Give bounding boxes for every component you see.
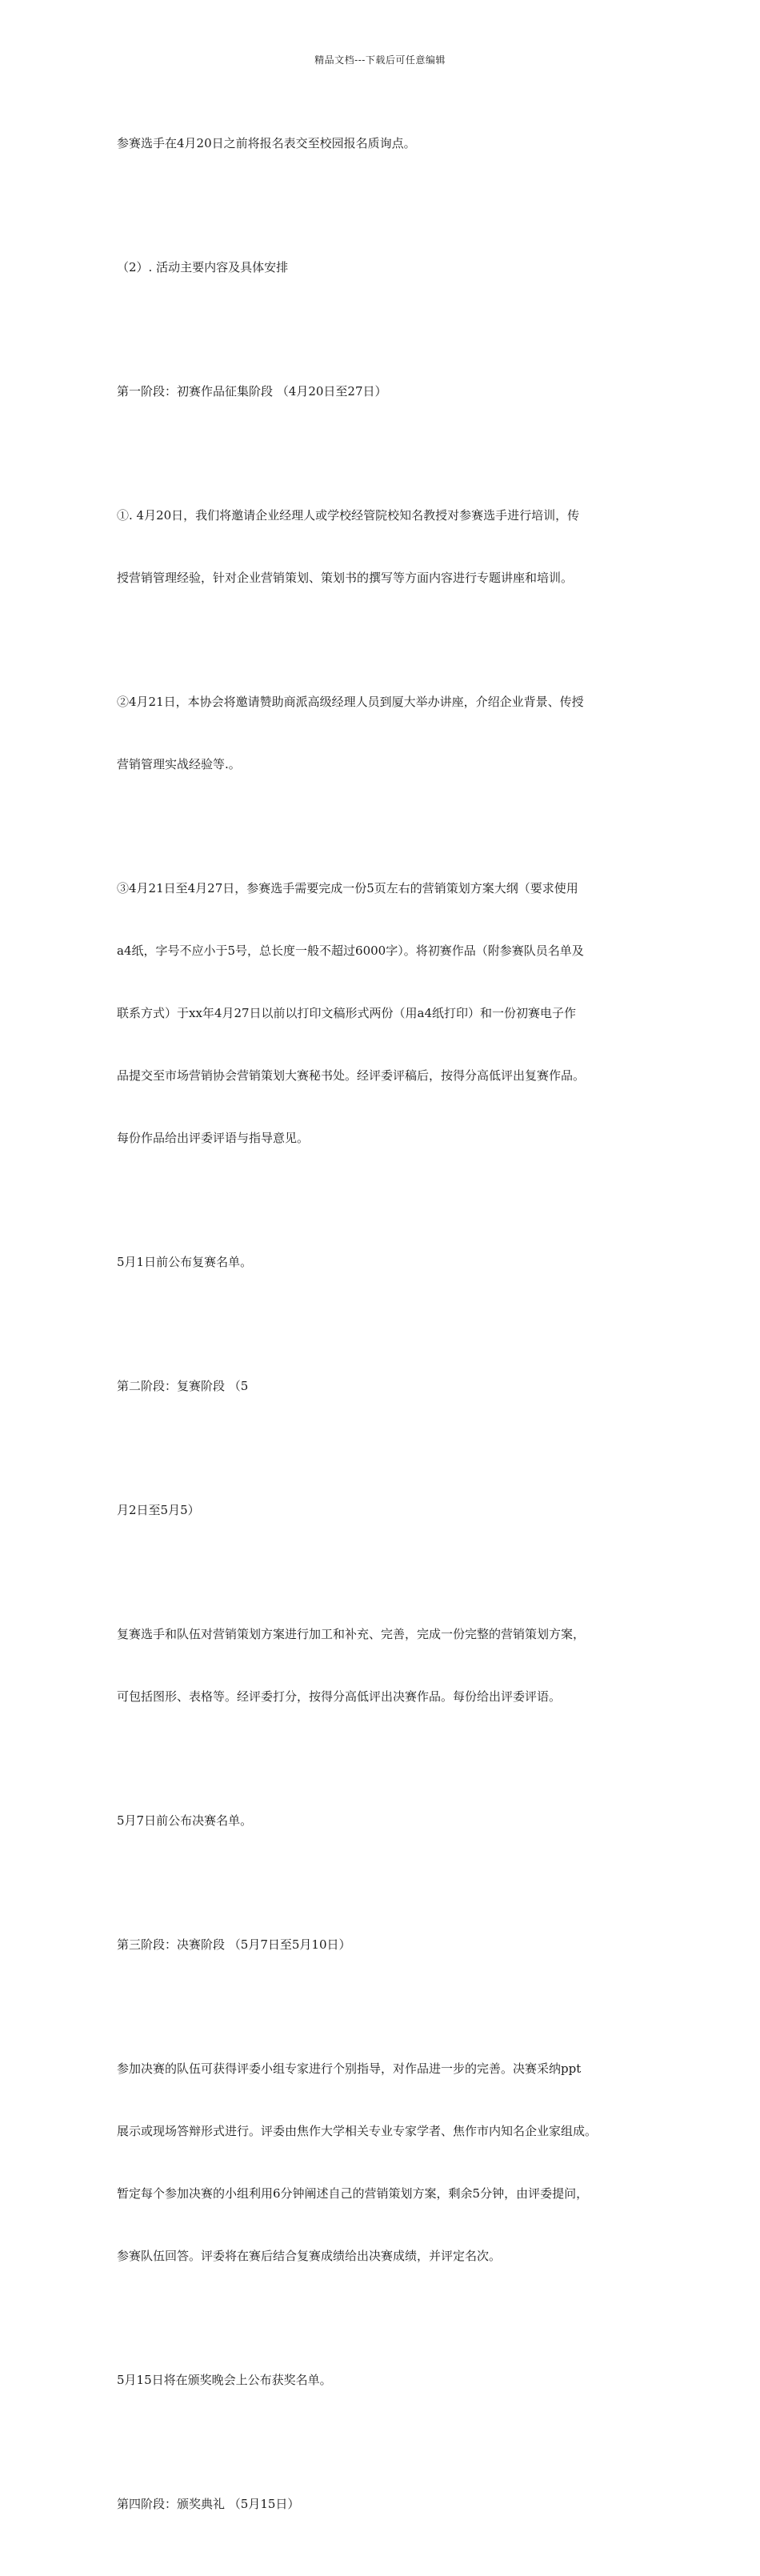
text-line: 展示或现场答辩形式进行。评委由焦作大学相关专业专家学者、焦作市内知名企业家组成。 — [117, 2124, 598, 2138]
text-line: 月2日至5月5） — [117, 1503, 200, 1517]
text-line: ②4月21日，本协会将邀请赞助商派高级经理人员到厦大举办讲座，介绍企业背景、传授 — [117, 695, 584, 709]
text-line: 参赛队伍回答。评委将在赛后结合复赛成绩给出决赛成绩，并评定名次。 — [117, 2249, 502, 2263]
paragraph — [117, 2328, 651, 2432]
text-line: 营销管理实战经验等.。 — [117, 757, 241, 771]
stage-heading — [117, 339, 651, 443]
text-line: 第四阶段：颁奖典礼 （5月15日） — [117, 2497, 300, 2511]
section-heading — [117, 215, 651, 319]
paragraph — [117, 1210, 651, 1314]
paragraph — [117, 1582, 651, 1749]
text-line: 授营销管理经验，针对企业营销策划、策划书的撰写等方面内容进行专题讲座和培训。 — [117, 571, 574, 585]
text-line: 第一阶段：初赛作品征集阶段 （4月20日至27日） — [117, 384, 387, 399]
text-line: 可包括图形、表格等。经评委打分，按得分高低评出决赛作品。每份给出评委评语。 — [117, 1689, 562, 1704]
text-line: 联系方式）于xx年4月27日以前以打印文稿形式两份（用a4纸打印）和一份初赛电子作 — [117, 1006, 577, 1020]
stage-heading — [117, 1893, 651, 1997]
text-line: a4纸，字号不应小于5号，总长度一般不超过6000字）。将初赛作品（附参赛队员名单及 — [117, 943, 584, 958]
document-body — [117, 91, 651, 2576]
text-line: ③4月21日至4月27日，参赛选手需要完成一份5页左右的营销策划方案大纲（要求使用 — [117, 881, 578, 895]
text-line: 5月7日前公布决赛名单。 — [117, 1813, 253, 1828]
paragraph — [117, 836, 651, 1190]
text-line: 第三阶段：决赛阶段 （5月7日至5月10日） — [117, 1937, 351, 1952]
text-line: ①. 4月20日，我们将邀请企业经理人或学校经管院校知名教授对参赛选手进行培训，传 — [117, 508, 580, 523]
page-header: 精品文档---下载后可任意编辑 — [314, 54, 446, 66]
paragraph — [117, 650, 651, 816]
text-line: 参赛选手在4月20日之前将报名表交至校园报名质询点。 — [117, 136, 416, 150]
paragraph — [117, 463, 651, 630]
text-line: 每份作品给出评委评语与指导意见。 — [117, 1131, 310, 1145]
text-line: 参加决赛的队伍可获得评委小组专家进行个别指导，对作品进一步的完善。决赛采纳ppt — [117, 2061, 582, 2076]
stage-heading — [117, 1334, 651, 1438]
text-line: 第二阶段：复赛阶段 （5 — [117, 1379, 249, 1393]
text-line: 5月1日前公布复赛名单。 — [117, 1255, 253, 1269]
paragraph — [117, 2017, 651, 2308]
paragraph — [117, 91, 651, 195]
text-line: 5月15日将在颁奖晚会上公布获奖名单。 — [117, 2373, 332, 2387]
text-line: （2）. 活动主要内容及具体安排 — [117, 260, 289, 274]
stage-heading — [117, 2452, 651, 2556]
paragraph — [117, 1458, 651, 1562]
text-line: 复赛选手和队伍对营销策划方案进行加工和补充、完善，完成一份完整的营销策划方案， — [117, 1627, 586, 1641]
text-line: 品提交至市场营销协会营销策划大赛秘书处。经评委评稿后，按得分高低评出复赛作品。 — [117, 1068, 586, 1083]
paragraph — [117, 1769, 651, 1873]
text-line: 暂定每个参加决赛的小组利用6分钟阐述自己的营销策划方案，剩余5分钟，由评委提问， — [117, 2186, 589, 2201]
